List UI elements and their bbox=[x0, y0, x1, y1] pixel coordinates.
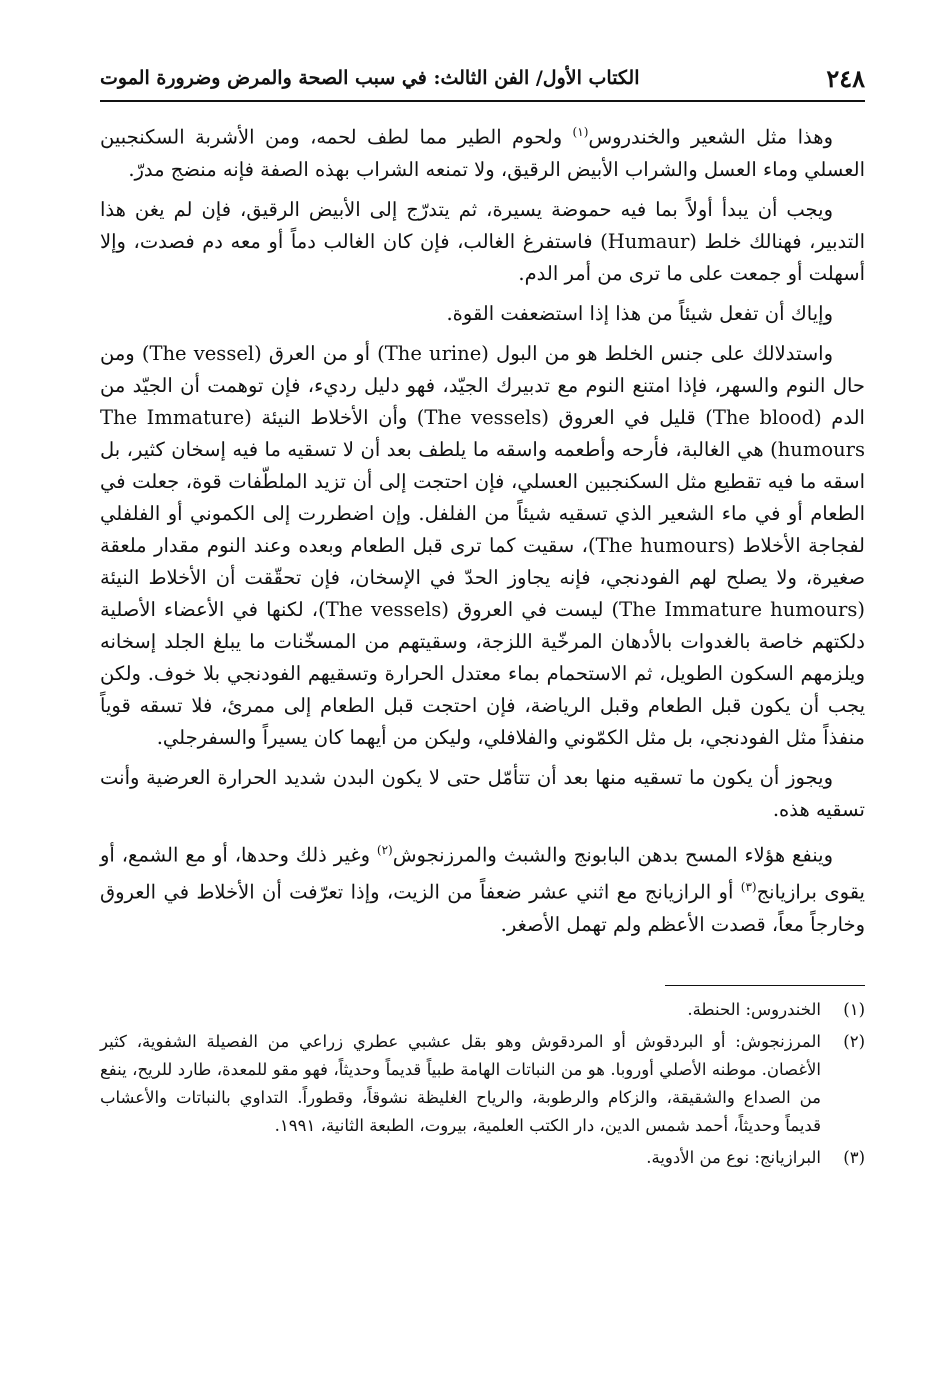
footnotes bbox=[100, 996, 865, 1172]
paragraph-6-part-b: وغير ذلك وحدها، أو مع الشمع، أو يقوى برازيانج bbox=[100, 843, 865, 904]
footnote-number: (٢) bbox=[843, 1031, 865, 1051]
main-text bbox=[100, 116, 865, 941]
footnote bbox=[100, 1144, 865, 1172]
book-page bbox=[100, 56, 865, 1366]
footnote bbox=[100, 1028, 865, 1140]
footnote-ref-3: (٣) bbox=[740, 880, 757, 894]
footnote-divider bbox=[665, 985, 865, 986]
paragraph-1-start: وهذا مثل الشعير والخندروس bbox=[588, 125, 833, 149]
paragraph-2: ويجب أن يبدأ أولاً بما فيه حموضة يسيرة، ثم يتدرّج إلى الأبيض الرقيق، فإن لم يغن هذا التدبير، فهنالك خلط (Humaur) فاستفرغ الغالب، فإن كان الغالب دماً أو معه دم فصدت، وإلا أسهلت أو جمعت على ما ترى من أمر الدم. bbox=[100, 197, 865, 285]
page-header bbox=[100, 56, 865, 102]
paragraph-5: ويجوز أن يكون ما تسقيه منها بعد أن تتأمّل حتى لا يكون البدن شديد الحرارة العرضية وأنت تسقيه هذه. bbox=[100, 765, 865, 821]
footnote-text: المرزنجوش: أو البردقوش أو المردقوش وهو بقل عشبي عطري زراعي من الفصيلة الشفوية، كثير الأغصان. موطنه الأصلي أوروبا. هو من النباتات الهامة طبياً قديماً وحديثاً، فهو مقو للمعدة، طارد للريح، ينفع من الصداع والشقيقة، والزكام والرطوبة، والرياح الغليظة نشوقاً، وقطوراً. التداوي بالنباتات والأعشاب قديماً وحديثاً، أحمد شمس الدين، دار الكتب العلمية، بيروت، الطبعة الثانية، ١٩٩١. bbox=[100, 1031, 821, 1135]
paragraph-3: وإياك أن تفعل شيئاً من هذا إذا استضعفت القوة. bbox=[446, 301, 833, 325]
footnote bbox=[100, 996, 865, 1024]
paragraph-6-part-a: وينفع هؤلاء المسح بدهن البابونج والشبث والمرزنجوش bbox=[392, 843, 833, 866]
paragraph-1-end: ولحوم الطير مما لطف لحمه، ومن الأشربة السكنجبين العسلي وماء العسل والشراب الأبيض الرقيق، ولا تمنعه الشراب بهذه الصفة فإنه منضج مدرّ. bbox=[100, 125, 865, 181]
footnote-number: (٣) bbox=[843, 1147, 865, 1167]
paragraph-4: واستدلالك على جنس الخلط هو من البول (The urine) أو من العرق (The vessel) ومن حال النوم والسهر، فإذا امتنع النوم مع تدبيرك الجيّد، فهو دليل رديء، فإن توهمت أن الجيّد من الدم (The blood) قليل في العروق (The vessels) وأن الأخلاط النيئة (The Immature humours) هي الغالبة، فأرحه وأطعمه واسقه ما يلطف بعد أن لا تسقيه ما فيه إسخان كثير، بل اسقه ما فيه تقطيع مثل السكنجبين العسلي، فإن احتجت إلى أن تزيد الملطّفات قوة، جعلت في الطعام أو في ماء الشعير الذي تسقيه شيئاً من الفلفل. وإن اضطررت إلى الكموني أو الفلفلي لفجاجة الأخلاط (The humours)، سقيت كما ترى قبل الطعام وبعده وعند النوم مقدار ملعقة صغيرة، ولا يصلح لهم الفودنجي، فإنه يجاوز الحدّ في الإسخان، فإن تحقّقت أن الأخلاط النيئة (The Immature humours) ليست في العروق (The vessels)، لكنها في الأعضاء الأصلية دلكتهم خاصة بالغدوات بالأدهان المرخّية اللزجة، وسقيتهم من المسخّنات ما يبلغ الجلد إسخانه ويلزمهم السكون الطويل، ثم الاستحمام بماء معتدل الحرارة وتسقيهم الفودنجي بلا خوف. ولكن يجب أن يكون قبل الطعام وقبل الرياضة، فإن احتجت قبل الطعام إلى ممرئ، فلا تسقه قوياً منفذاً مثل الفودنجي، بل مثل الكمّوني والفلافلي، وليكن من أيهما كان يسيراً والسفرجلي. bbox=[100, 341, 865, 749]
footnote-ref-1: (١) bbox=[572, 125, 589, 139]
footnote-ref-2: (٢) bbox=[376, 842, 393, 857]
footnote-text: الخندروس: الحنطة. bbox=[687, 999, 821, 1019]
footnote-text: البرازيانج: نوع من الأدوية. bbox=[646, 1147, 821, 1167]
running-title: الكتاب الأول/ الفن الثالث: في سبب الصحة والمرض وضرورة الموت bbox=[100, 67, 640, 89]
page-number: ٢٤٨ bbox=[826, 63, 865, 93]
paragraph-6-part-c: أو الرازيانج مع اثني عشر ضعفاً من الزيت، وإذا تعرّفت أن الأخلاط في العروق وخارجاً معاً، قصدت الأعظم ولم تهمل الأصغر. bbox=[100, 880, 865, 936]
paragraph-6 bbox=[100, 834, 865, 941]
footnote-number: (١) bbox=[843, 999, 865, 1019]
paragraph-1 bbox=[100, 116, 865, 186]
